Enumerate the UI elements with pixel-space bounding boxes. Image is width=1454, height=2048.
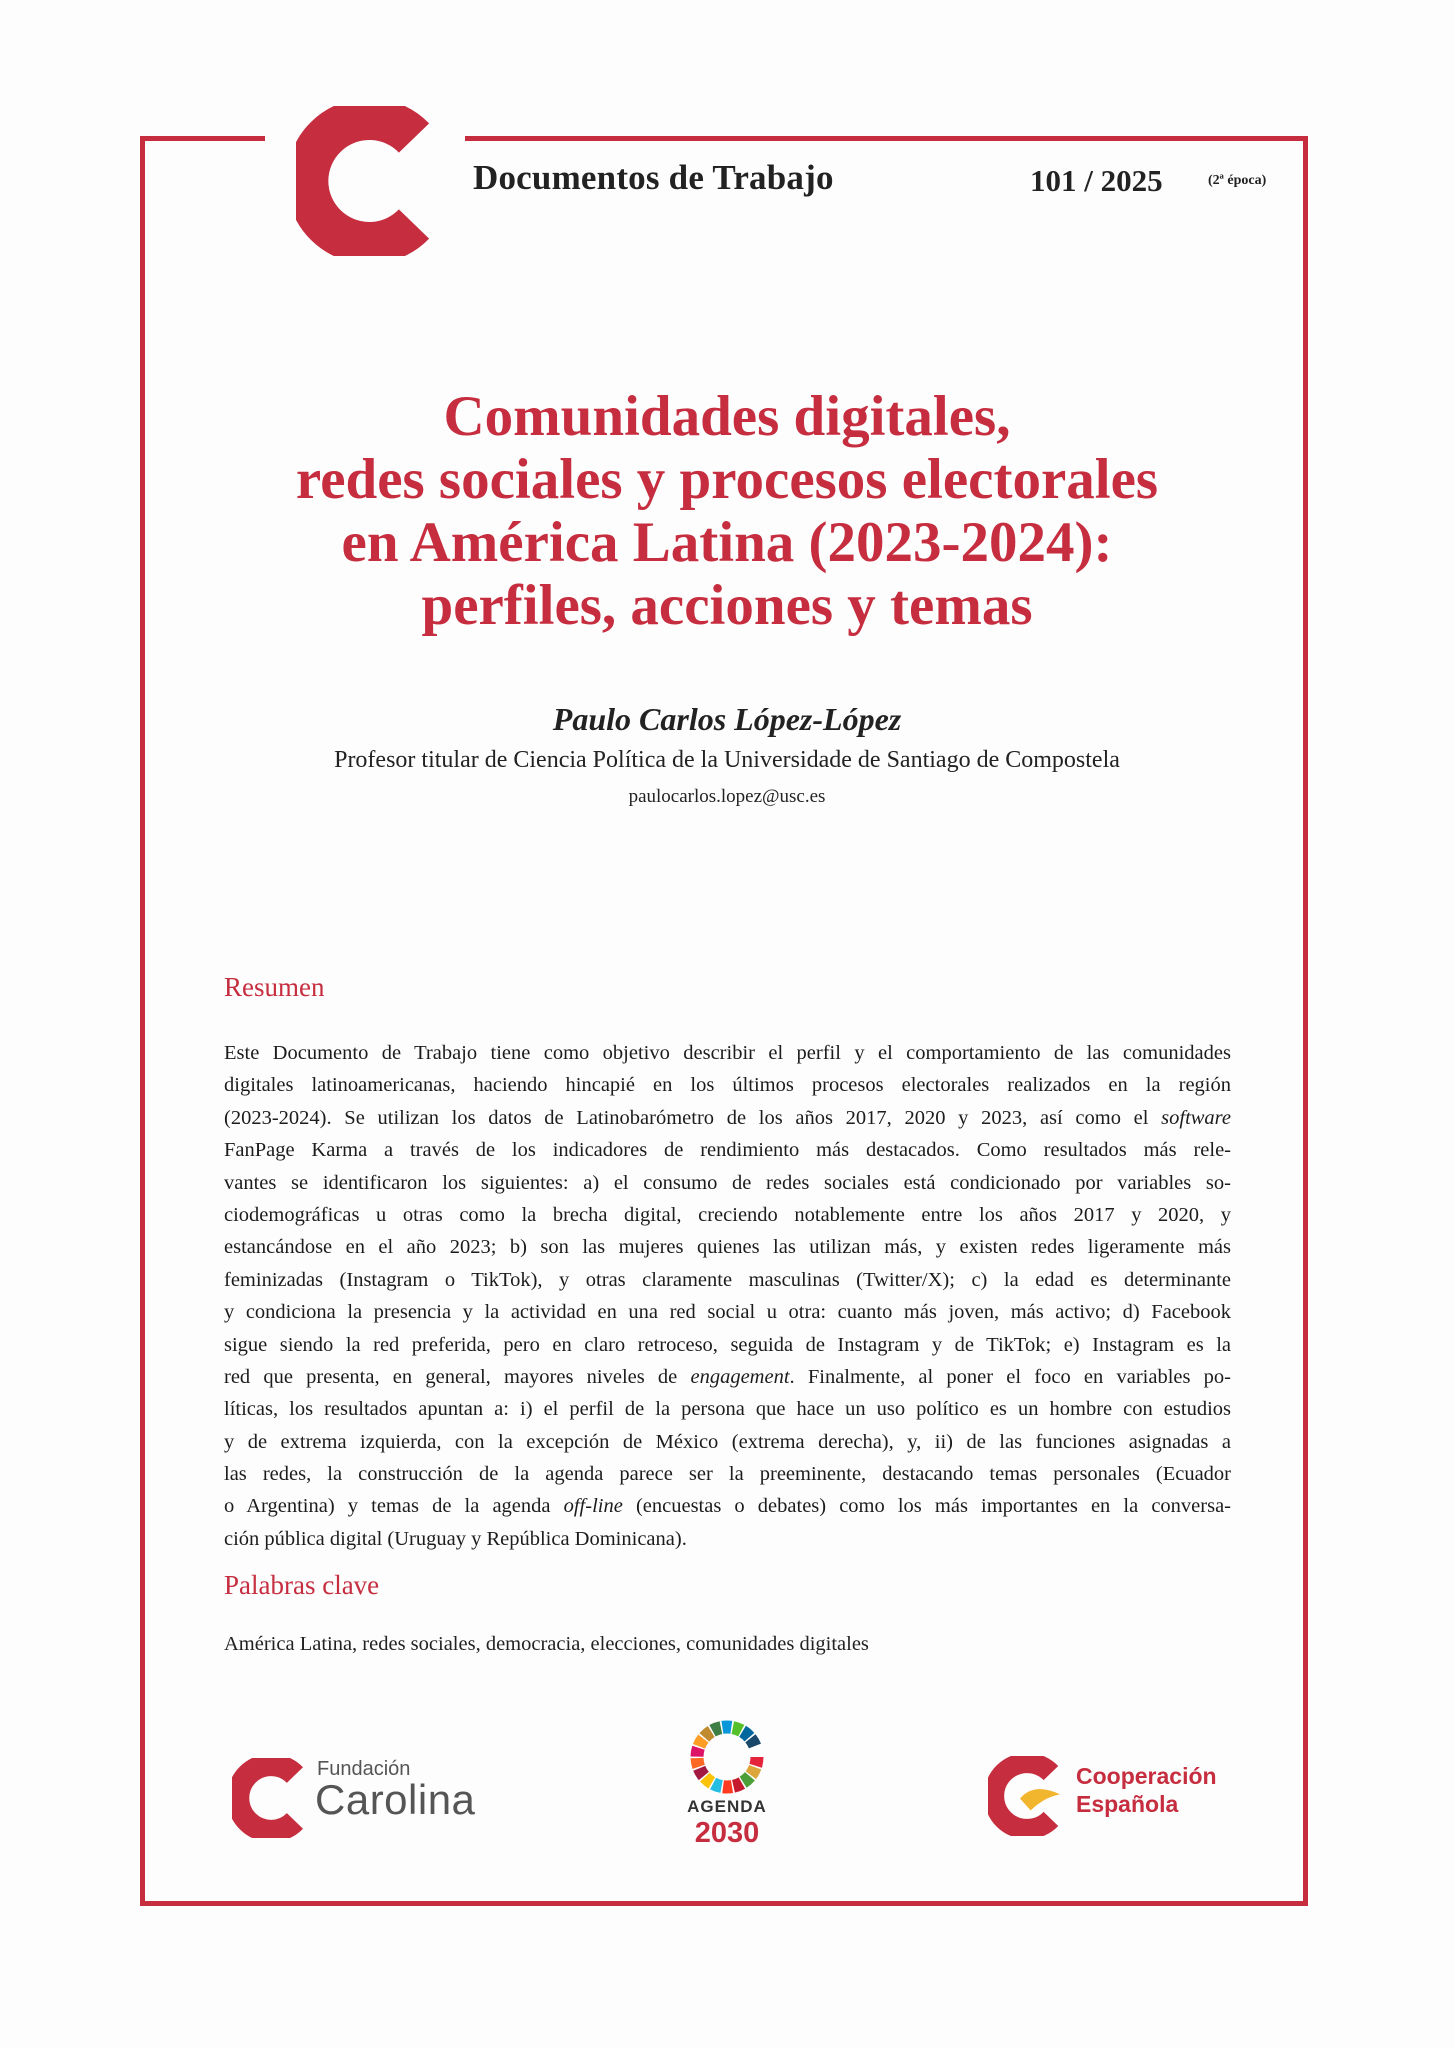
fundacion-label: Fundación	[317, 1758, 411, 1780]
abstract-text	[224, 1037, 1231, 1555]
carolina-label: Carolina	[315, 1776, 476, 1823]
agenda-2030-logo	[677, 1717, 777, 1847]
agenda-label: AGENDA	[687, 1797, 767, 1816]
abstract-line: feminizadas (Instagram o TikTok), y otras claramente masculinas (Twitter/X); c) la edad es determinante	[224, 1268, 1231, 1291]
title-line: Comunidades digitales,	[443, 385, 1011, 448]
abstract-line: o Argentina) y temas de la agenda off-line (encuestas o debates) como los más importantes en la conversa-	[224, 1495, 1231, 1518]
title-line: redes sociales y procesos electorales	[295, 448, 1159, 511]
series-title: Documentos de Trabajo	[473, 158, 834, 197]
carolina-c-small-icon	[232, 1758, 312, 1838]
epoca-label: (2ª época)	[1208, 173, 1267, 188]
palabras-heading: Palabras clave	[224, 1570, 380, 1600]
fundacion-carolina-logo	[232, 1750, 512, 1840]
issue-number: 101 / 2025	[1030, 163, 1163, 198]
abstract-line: y condiciona la presencia y la actividad en una red social u otra: cuanto más joven, más activo; d) Facebook	[224, 1301, 1231, 1324]
abstract-line: líticas, los resultados apuntan a: i) el perfil de la persona que hace un uso político es un hombre con estudios	[224, 1398, 1231, 1421]
abstract-line: ciodemográficas u otras como la brecha digital, creciendo notablemente entre los años 2017 y 2020, y	[224, 1203, 1231, 1226]
abstract-line: digitales latinoamericanas, haciendo hincapié en los últimos procesos electorales realizados en la región	[224, 1074, 1231, 1097]
abstract-line: vantes se identificaron los siguientes: a) el consumo de redes sociales está condicionado por variables so-	[224, 1171, 1231, 1194]
abstract-line: (2023-2024). Se utilizan los datos de Latinobarómetro de los años 2017, 2020 y 2023, así como el software	[224, 1106, 1231, 1129]
title-line: perfiles, acciones y temas	[421, 574, 1033, 637]
abstract-line: sigue siendo la red preferida, pero en claro retroceso, seguida de Instagram y de TikTok; e) Instagram es la	[224, 1333, 1231, 1356]
document-title	[160, 385, 1294, 637]
cooperacion-line2: Española	[1076, 1791, 1179, 1817]
author-affiliation: Profesor titular de Ciencia Política de la Universidade de Santiago de Compostela	[334, 747, 1120, 773]
author-name: Paulo Carlos López-López	[552, 701, 902, 737]
abstract-line: ción pública digital (Uruguay y República Dominicana).	[224, 1527, 687, 1550]
abstract-line: Este Documento de Trabajo tiene como objetivo describir el perfil y el comportamiento de las comunidades	[224, 1042, 1231, 1064]
abstract-line: y de extrema izquierda, con la excepción de México (extrema derecha), y, ii) de las funciones asignadas a	[224, 1430, 1231, 1453]
agenda-year: 2030	[694, 1817, 760, 1849]
cooperacion-line1: Cooperación	[1076, 1763, 1217, 1789]
resumen-heading: Resumen	[224, 972, 325, 1002]
author-email: paulocarlos.lopez@usc.es	[628, 786, 826, 807]
abstract-line: estancándose en el año 2023; b) son las mujeres quienes las utilizan más, y existen redes ligeramente más	[224, 1236, 1231, 1259]
cooperacion-c-icon	[988, 1756, 1068, 1836]
cooperacion-espanola-logo	[988, 1750, 1238, 1840]
keywords-text: América Latina, redes sociales, democracia, elecciones, comunidades digitales	[224, 1633, 869, 1655]
sdg-wheel-icon	[687, 1717, 767, 1797]
abstract-line: las redes, la construcción de la agenda parece ser la preeminente, destacando temas personales (Ecuador	[224, 1463, 1231, 1486]
abstract-line: FanPage Karma a través de los indicadores de rendimiento más destacados. Como resultados más rele-	[224, 1139, 1231, 1162]
carolina-c-logo-icon	[296, 106, 446, 256]
abstract-line: red que presenta, en general, mayores niveles de engagement. Finalmente, al poner el foco en variables po-	[224, 1365, 1231, 1388]
cooperacion-text	[1076, 1762, 1217, 1818]
title-line: en América Latina (2023-2024):	[341, 511, 1113, 574]
